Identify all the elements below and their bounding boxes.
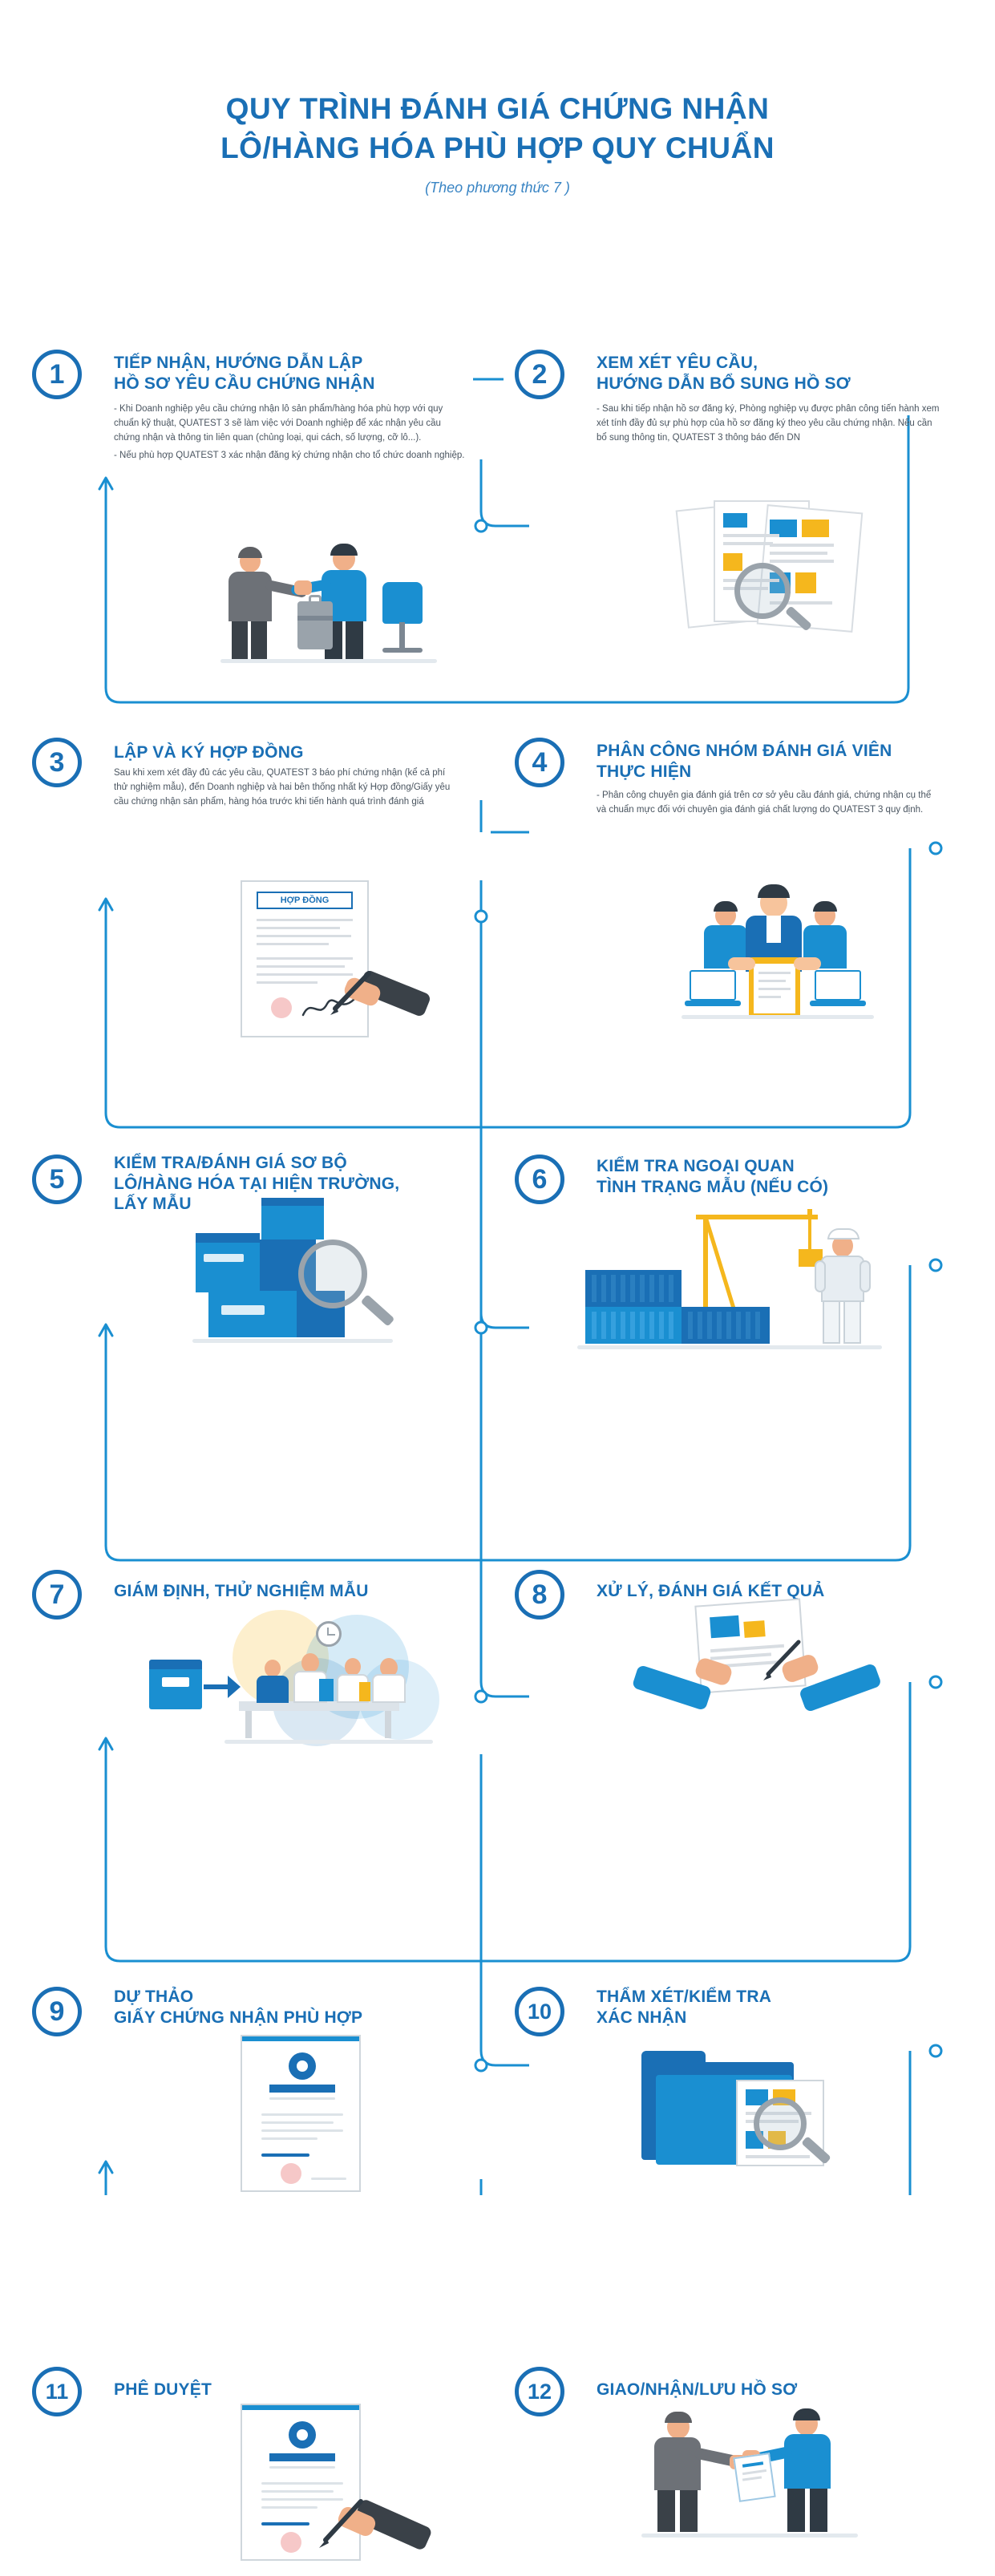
page-title-line1: QUY TRÌNH ĐÁNH GIÁ CHỨNG NHẬN	[225, 92, 770, 125]
illustration-draft-certificate	[224, 2035, 433, 2195]
certificate-brand	[269, 2085, 335, 2093]
step-4-badge: 4	[515, 738, 564, 787]
step-1[interactable]	[0, 319, 481, 503]
step-7-title: GIÁM ĐỊNH, THỬ NGHIỆM MẪU	[114, 1582, 369, 1600]
step-3-description: Sau khi xem xét đầy đủ các yêu cầu, QUATEST 3 báo phí chứng nhận (kể cả phí thử nghiệm mẫu), đến Doanh nghiệp và hai bên thống nhất ký Hợp đồng/Giấy yêu cầu chứng nhận sản phẩm, hàng hóa trước khi tiến hành quá trình đánh giá	[114, 768, 451, 807]
illustration-documents-magnifier	[657, 495, 898, 648]
illustration-approval-signature	[224, 2404, 489, 2576]
step-4[interactable]	[505, 718, 986, 871]
step-3[interactable]	[0, 718, 481, 871]
step-5-badge: 5	[32, 1155, 82, 1204]
step-8-badge: 8	[515, 1570, 564, 1620]
illustration-team-assignment	[665, 880, 906, 1041]
illustration-folder-documents-magnifier	[641, 2035, 898, 2187]
page-title-line2: LÔ/HÀNG HÓA PHÙ HỢP QUY CHUẨN	[220, 131, 775, 164]
step-1-badge: 1	[32, 350, 82, 399]
step-10-badge: 10	[515, 1987, 564, 2036]
step-4-description: - Phân công chuyên gia đánh giá trên cơ sở yêu cầu đánh giá, chứng nhận cụ thể và chuẩn mực đối với chuyên gia đánh giá chất lượng do QUATEST 3 quy định.	[597, 791, 932, 815]
illustration-containers-crane-inspector	[577, 1193, 914, 1353]
illustration-report-review-hands	[633, 1602, 890, 1746]
step-7-badge: 7	[32, 1570, 82, 1620]
magnifier-icon	[754, 2097, 807, 2150]
illustration-contract-signing	[224, 880, 489, 1041]
step-5-title: KIỂM TRA/ĐÁNH GIÁ SƠ BỘ LÔ/HÀNG HÓA TẠI HIỆN TRƯỜNG, LẤY MẪU	[114, 1154, 400, 1214]
step-2-title: XEM XÉT YÊU CẦU, HƯỚNG DẪN BỔ SUNG HỒ SƠ	[597, 354, 851, 393]
illustration-laboratory-testing	[144, 1602, 489, 1754]
step-3-badge: 3	[32, 738, 82, 787]
step-10-title: THẨM XÉT/KIỂM TRA XÁC NHẬN	[597, 1988, 772, 2027]
step-9-title: DỰ THẢO GIẤY CHỨNG NHẬN PHÙ HỢP	[114, 1988, 363, 2027]
step-9-badge: 9	[32, 1987, 82, 2036]
step-12-badge: 12	[515, 2367, 564, 2416]
step-2[interactable]	[505, 319, 986, 503]
step-11-title: PHÊ DUYỆT	[114, 2380, 212, 2399]
step-12-title: GIAO/NHẬN/LƯU HỒ SƠ	[597, 2380, 798, 2399]
step-3-title: LẬP VÀ KÝ HỢP ĐỒNG	[114, 743, 304, 762]
step-1-title: TIẾP NHẬN, HƯỚNG DẪN LẬP HỒ SƠ YÊU CẦU CHỨNG NHẬN	[114, 354, 375, 393]
magnifier-icon	[298, 1239, 367, 1308]
page-title	[0, 90, 995, 168]
contract-heading: HỢP ĐỒNG	[257, 892, 353, 909]
step-8-title: XỬ LÝ, ĐÁNH GIÁ KẾT QUẢ	[597, 1582, 825, 1600]
step-6-badge: 6	[515, 1155, 564, 1204]
step-1-description: - Khi Doanh nghiệp yêu cầu chứng nhận lô sản phẩm/hàng hóa phù hợp với quy chuẩn kỹ thuật, QUATEST 3 sẽ làm việc với Doanh nghiệp để xác nhận yêu cầu chứng nhận và thông tin liên quan (chủng loại, qui cách, số lượng, cỡ lô...). - Nếu phù hợp QUATEST 3 xác nhận đăng ký chứng nhận cho tổ chức doanh nghiệp.	[114, 404, 465, 461]
step-2-description: - Sau khi tiếp nhận hồ sơ đăng ký, Phòng nghiệp vụ được phân công tiến hành xem xét tính đầy đủ sự phù hợp của hồ sơ đăng ký theo yêu cầu chứng nhận. Nếu cần bổ sung thông tin, QUATEST 3 thông báo đến DN	[597, 404, 940, 443]
step-11-badge: 11	[32, 2367, 82, 2416]
page-subtitle: (Theo phương thức 7 )	[425, 179, 570, 196]
step-6-title: KIỂM TRA NGOẠI QUAN TÌNH TRẠNG MẪU (NẾU CÓ)	[597, 1157, 829, 1196]
step-2-badge: 2	[515, 350, 564, 399]
illustration-boxes-magnifier	[184, 1201, 449, 1353]
magnifier-icon	[734, 563, 791, 619]
page-header	[0, 0, 995, 196]
step-4-title: PHÂN CÔNG NHÓM ĐÁNH GIÁ VIÊN THỰC HIỆN	[597, 742, 892, 781]
illustration-handshake-briefcase	[204, 542, 461, 678]
illustration-document-handover	[641, 2404, 898, 2564]
